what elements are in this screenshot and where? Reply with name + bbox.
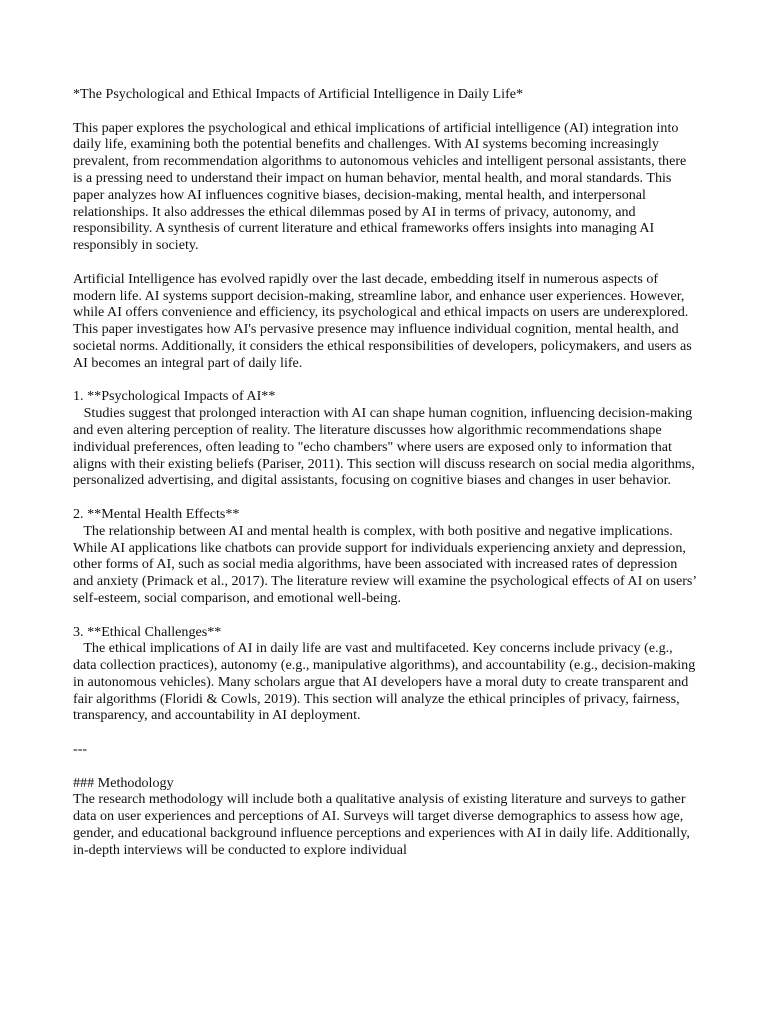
introduction-paragraph: Artificial Intelligence has evolved rapidly over the last decade, embedding itself in numerous aspects of modern life. AI systems support decision-making, streamline labor, and enhance user experiences. However, while AI offers convenience and efficiency, its psychological and ethical impacts on users are underexplored. This paper investigates how AI's pervasive presence may influence individual cognition, mental health, and societal norms. Additionally, it considers the ethical responsibilities of developers, policymakers, and users as AI becomes an integral part of daily life. [73, 270, 695, 371]
section-methodology [73, 775, 698, 859]
document-title: *The Psychological and Ethical Impacts of Artificial Intelligence in Daily Life* [73, 86, 524, 102]
section-heading: 3. **Ethical Challenges** [73, 623, 222, 640]
section-body: The ethical implications of AI in daily life are vast and multifaceted. Key concerns include privacy (e.g., data collection practices), autonomy (e.g., manipulative algorithms), and accountability (e.g., decision-making in autonomous vehicles). Many scholars argue that AI developers have a moral duty to create transparent and fair algorithms (Floridi & Cowls, 2019). This section will analyze the ethical principles of privacy, fairness, transparency, and accountability in AI deployment. [73, 640, 699, 724]
section-psychological-impacts [73, 388, 698, 489]
abstract-paragraph: This paper explores the psychological and ethical implications of artificial intelligence (AI) integration into daily life, examining both the potential benefits and challenges. With AI systems becoming increasingly prevalent, from recommendation algorithms to autonomous vehicles and intelligent personal assistants, there is a pressing need to understand their impact on human behavior, mental health, and moral standards. This paper analyzes how AI influences cognitive biases, decision-making, mental health, and interpersonal relationships. It also addresses the ethical dilemmas posed by AI in terms of privacy, autonomy, and responsibility. A synthesis of current literature and ethical frameworks offers insights into managing AI responsibly in society. [73, 119, 690, 254]
section-body: Studies suggest that prolonged interaction with AI can shape human cognition, influencing decision-making and even altering perception of reality. The literature discusses how algorithmic recommendations shape individual preferences, often leading to "echo chambers" where users are exposed only to information that aligns with their existing beliefs (Pariser, 2011). This section will discuss research on social media algorithms, personalized advertising, and digital assistants, focusing on cognitive biases and changes in user behavior. [73, 405, 699, 489]
horizontal-rule-text: --- [73, 741, 88, 758]
document-page [73, 86, 698, 875]
methodology-heading: ### Methodology [73, 774, 174, 791]
section-mental-health [73, 506, 698, 607]
section-ethical-challenges [73, 624, 698, 725]
methodology-body: The research methodology will include both a qualitative analysis of existing literature and surveys to gather data on user experiences and perceptions of AI. Surveys will target diverse demographics to assess how age, gender, and educational background influence perceptions and experiences with AI in daily life. Additionally, in-depth interviews will be conducted to explore individual [73, 791, 694, 858]
section-heading: 1. **Psychological Impacts of AI** [73, 388, 276, 405]
section-heading: 2. **Mental Health Effects** [73, 505, 240, 522]
section-body: The relationship between AI and mental health is complex, with both positive and negative implications. While AI applications like chatbots can provide support for individuals experiencing anxiety and depression, other forms of AI, such as social media algorithms, have been associated with increased rates of depression and anxiety (Primack et al., 2017). The literature review will examine the psychological effects of AI on users’ self-esteem, social comparison, and emotional well-being. [73, 522, 700, 606]
